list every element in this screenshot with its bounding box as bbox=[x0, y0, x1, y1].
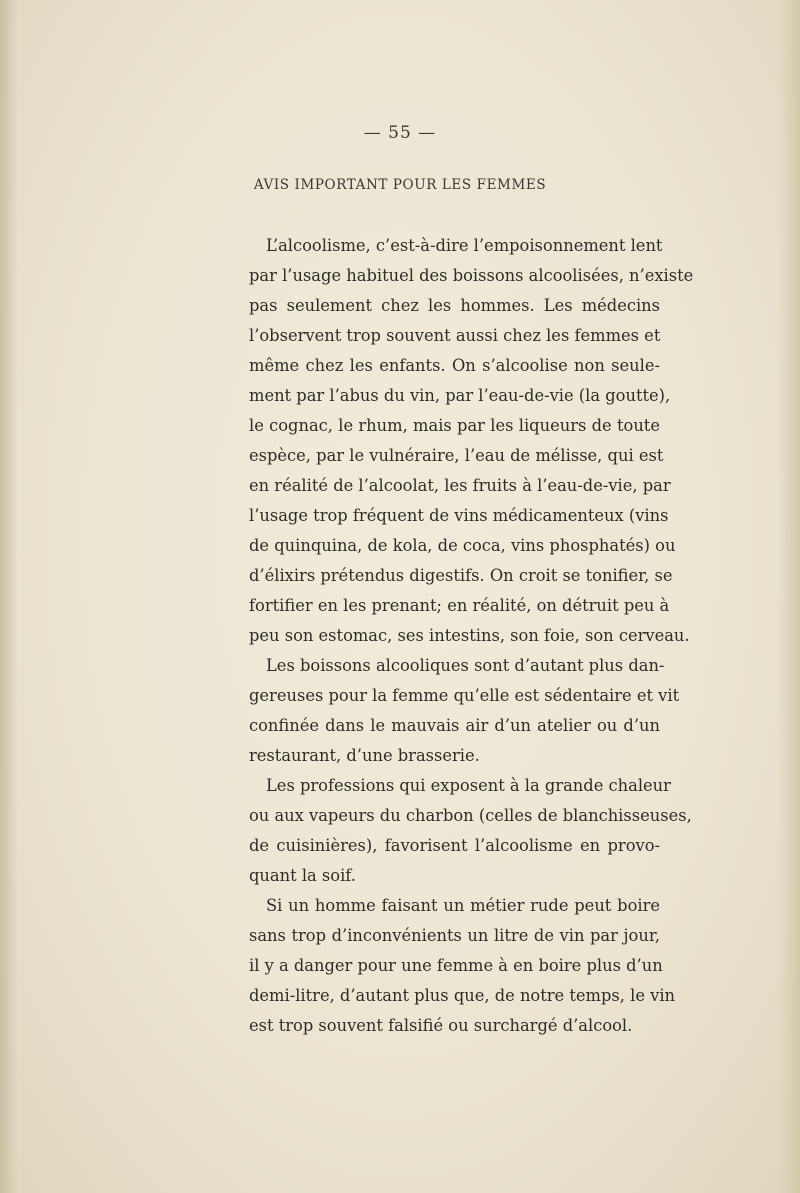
text-line: demi-litre, d’autant plus que, de notre temps, le vin bbox=[249, 986, 676, 1005]
text-line: Les boissons alcooliques sont d’autant plus dan- bbox=[266, 656, 665, 675]
text-line: Si un homme faisant un métier rude peut boire bbox=[266, 896, 660, 915]
text-line: confinée dans le mauvais air d’un atelier ou d’un bbox=[249, 716, 660, 735]
text-line: le cognac, le rhum, mais par les liqueurs de toute bbox=[249, 416, 660, 435]
text-line: Les professions qui exposent à la grande chaleur bbox=[266, 776, 671, 795]
text-line: d’élixirs prétendus digestifs. On croit se tonifier, se bbox=[249, 566, 673, 585]
text-line: L’alcoolisme, c’est-à-dire l’empoisonnement lent bbox=[266, 236, 663, 255]
text-line: espèce, par le vulnéraire, l’eau de mélisse, qui est bbox=[249, 446, 664, 465]
text-line: de cuisinières), favorisent l’alcoolisme en provo- bbox=[249, 836, 660, 855]
page-number: — 55 — bbox=[363, 123, 437, 143]
text-line: sans trop d’inconvénients un litre de vin par jour, bbox=[249, 926, 660, 945]
text-line: quant la soif. bbox=[249, 866, 356, 885]
text-line: fortifier en les prenant; en réalité, on détruit peu à bbox=[249, 596, 670, 615]
section-heading: AVIS IMPORTANT POUR LES FEMMES bbox=[253, 177, 547, 193]
text-line: même chez les enfants. On s’alcoolise non seule- bbox=[249, 356, 660, 375]
text-line: ou aux vapeurs du charbon (celles de blanchisseuses, bbox=[249, 806, 692, 825]
body-text bbox=[249, 231, 694, 1041]
text-line: est trop souvent falsifié ou surchargé d’alcool. bbox=[249, 1016, 633, 1035]
text-line: l’observent trop souvent aussi chez les femmes et bbox=[249, 326, 661, 345]
text-line: ment par l’abus du vin, par l’eau-de-vie (la goutte), bbox=[249, 386, 671, 405]
text-line: en réalité de l’alcoolat, les fruits à l’eau-de-vie, par bbox=[249, 476, 671, 495]
text-line: pas seulement chez les hommes. Les médecins bbox=[249, 296, 660, 315]
text-line: gereuses pour la femme qu’elle est sédentaire et vit bbox=[249, 686, 680, 705]
text-line: il y a danger pour une femme à en boire plus d’un bbox=[249, 956, 663, 975]
text-line: l’usage trop fréquent de vins médicamenteux (vins bbox=[249, 506, 669, 525]
text-line: peu son estomac, ses intestins, son foie, son cerveau. bbox=[249, 626, 690, 645]
text-line: restaurant, d’une brasserie. bbox=[249, 746, 480, 765]
text-line: de quinquina, de kola, de coca, vins phosphatés) ou bbox=[249, 536, 676, 555]
text-line: par l’usage habituel des boissons alcoolisées, n’existe bbox=[249, 266, 694, 285]
